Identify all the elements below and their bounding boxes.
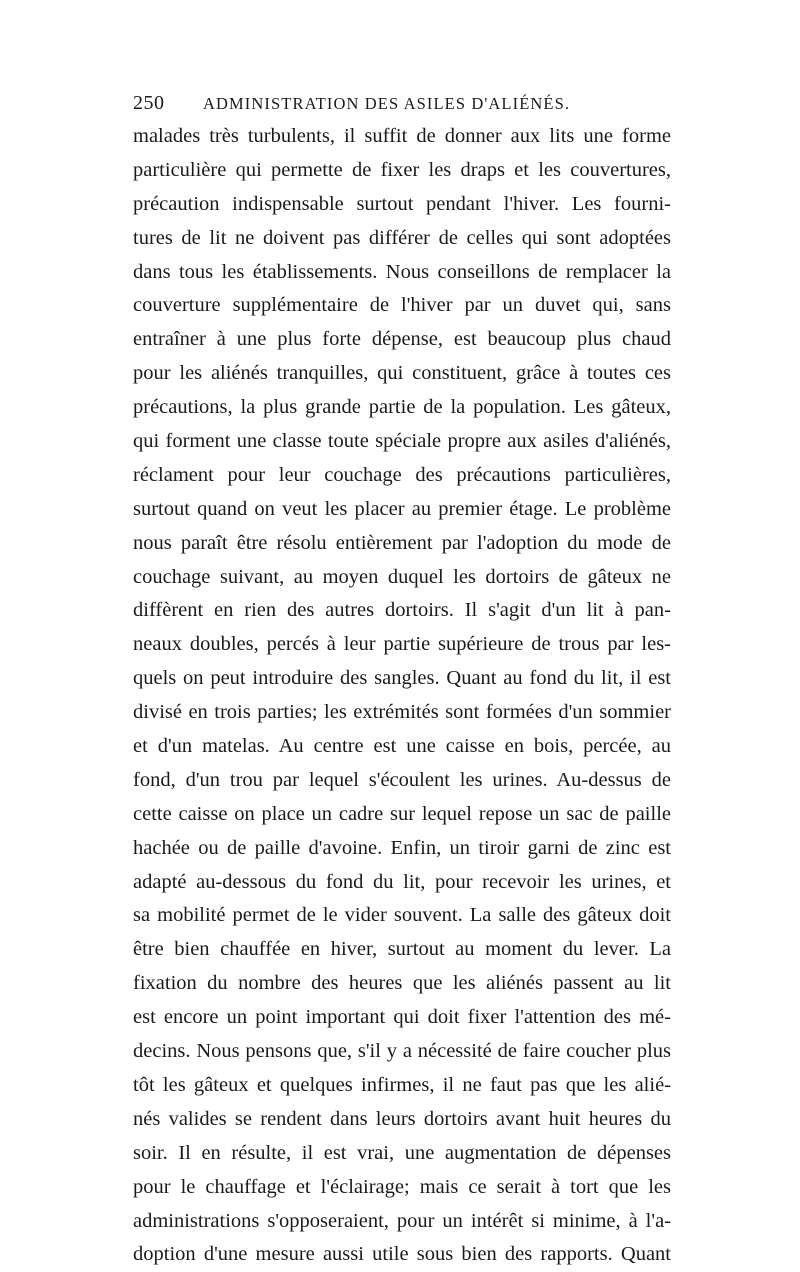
- text-line: sa mobilité permet de le vider souvent. La salle des gâteux doit: [133, 904, 671, 927]
- text-line: divisé en trois parties; les extrémités sont formées d'un sommier: [133, 701, 671, 724]
- text-line: pour les aliénés tranquilles, qui constituent, grâce à toutes ces: [133, 362, 671, 385]
- text-line: doption d'une mesure aussi utile sous bien des rapports. Quant: [133, 1243, 671, 1266]
- body-text: [133, 120, 671, 1272]
- text-line: dans tous les établissements. Nous conseillons de remplacer la: [133, 260, 671, 283]
- text-line: tôt les gâteux et quelques infirmes, il ne faut pas que les alié-: [133, 1073, 671, 1096]
- text-line: surtout quand on veut les placer au premier étage. Le problème: [133, 497, 671, 520]
- text-line: et d'un matelas. Au centre est une caisse en bois, percée, au: [133, 735, 671, 758]
- text-line: précaution indispensable surtout pendant l'hiver. Les fourni-: [133, 192, 671, 215]
- text-line: soir. Il en résulte, il est vrai, une augmentation de dépenses: [133, 1141, 671, 1164]
- running-title: ADMINISTRATION DES ASILES D'ALIÉNÉS.: [203, 94, 571, 113]
- text-line: quels on peut introduire des sangles. Quant au fond du lit, il est: [133, 667, 671, 690]
- text-line: être bien chauffée en hiver, surtout au moment du lever. La: [133, 938, 671, 961]
- text-line: nous paraît être résolu entièrement par l'adoption du mode de: [133, 531, 671, 554]
- text-line: cette caisse on place un cadre sur lequel repose un sac de paille: [133, 802, 671, 825]
- text-line: particulière qui permette de fixer les draps et les couvertures,: [133, 158, 671, 181]
- text-line: fond, d'un trou par lequel s'écoulent les urines. Au-dessus de: [133, 768, 671, 791]
- text-line: couverture supplémentaire de l'hiver par un duvet qui, sans: [133, 294, 671, 317]
- text-line: decins. Nous pensons que, s'il y a nécessité de faire coucher plus: [133, 1040, 671, 1063]
- text-line: diffèrent en rien des autres dortoirs. Il s'agit d'un lit à pan-: [133, 599, 671, 622]
- text-line: malades très turbulents, il suffit de donner aux lits une forme: [133, 125, 671, 147]
- text-line: tures de lit ne doivent pas différer de celles qui sont adoptées: [133, 226, 671, 249]
- running-head: [133, 92, 673, 116]
- text-line: qui forment une classe toute spéciale propre aux asiles d'aliénés,: [133, 430, 671, 453]
- text-line: fixation du nombre des heures que les aliénés passent au lit: [133, 972, 671, 995]
- text-line: hachée ou de paille d'avoine. Enfin, un tiroir garni de zinc est: [133, 836, 671, 859]
- text-line: réclament pour leur couchage des précautions particulières,: [133, 463, 671, 486]
- text-line: adapté au-dessous du fond du lit, pour recevoir les urines, et: [133, 870, 671, 893]
- text-line: entraîner à une plus forte dépense, est beaucoup plus chaud: [133, 328, 671, 351]
- text-line: neaux doubles, percés à leur partie supérieure de trous par les-: [133, 633, 671, 656]
- text-line: pour le chauffage et l'éclairage; mais ce serait à tort que les: [133, 1175, 671, 1198]
- text-line: nés valides se rendent dans leurs dortoirs avant huit heures du: [133, 1107, 671, 1130]
- text-line: précautions, la plus grande partie de la population. Les gâteux,: [133, 396, 671, 419]
- text-line: administrations s'opposeraient, pour un intérêt si minime, à l'a-: [133, 1209, 671, 1232]
- page-number: 250: [133, 92, 165, 114]
- text-line: couchage suivant, au moyen duquel les dortoirs de gâteux ne: [133, 565, 671, 588]
- text-line: est encore un point important qui doit fixer l'attention des mé-: [133, 1006, 671, 1029]
